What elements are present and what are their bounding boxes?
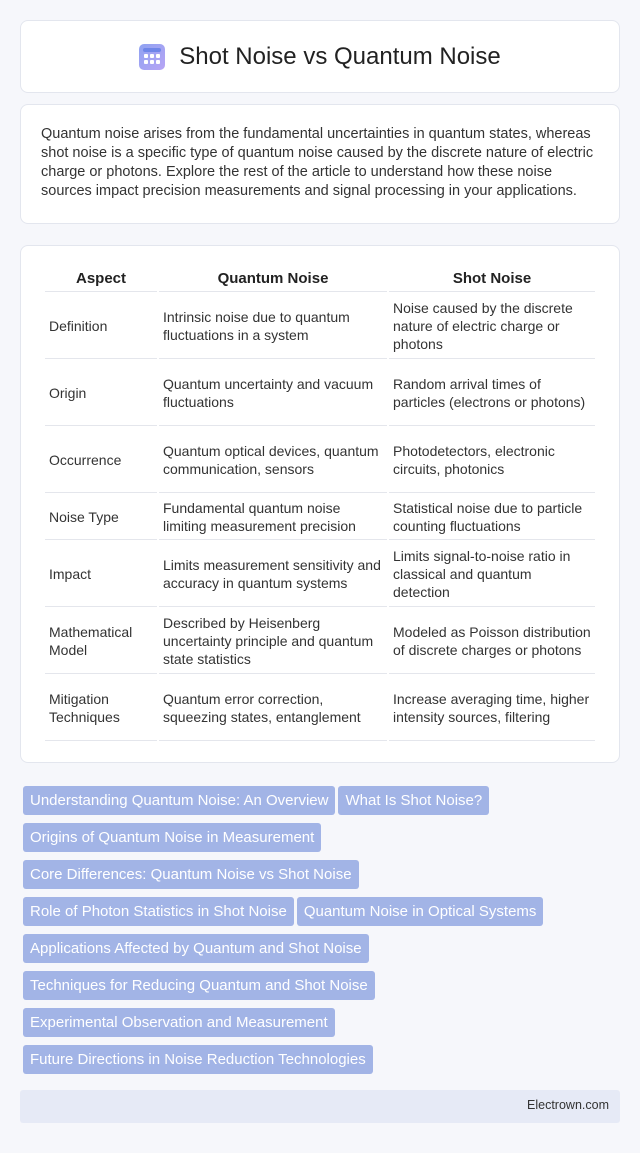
table-row — [45, 609, 595, 674]
cell-quantum-noise: Quantum optical devices, quantum communication, sensors — [159, 428, 387, 493]
table-header-row — [45, 268, 595, 292]
cell-aspect: Occurrence — [45, 428, 157, 493]
cell-aspect: Mitigation Techniques — [45, 676, 157, 741]
cell-aspect: Noise Type — [45, 495, 157, 540]
table-row — [45, 495, 595, 540]
intro-text: Quantum noise arises from the fundamental uncertainties in quantum states, whereas shot noise is a specific type of quantum noise caused by the discrete nature of electric charge or photons. Explore the rest of the article to understand how these noise sources impact precision measurements and signal processing in your applications. — [41, 126, 594, 199]
footer — [20, 1090, 620, 1123]
intro-card — [20, 104, 620, 224]
link-tag[interactable]: Role of Photon Statistics in Shot Noise — [23, 897, 294, 926]
link-tag[interactable]: Understanding Quantum Noise: An Overview — [23, 786, 335, 815]
cell-shot-noise: Limits signal-to-noise ratio in classical and quantum detection — [389, 542, 595, 607]
link-tag[interactable]: Future Directions in Noise Reduction Technologies — [23, 1045, 373, 1074]
cell-quantum-noise: Limits measurement sensitivity and accuracy in quantum systems — [159, 542, 387, 607]
header-quantum-noise: Quantum Noise — [159, 268, 387, 292]
link-tag[interactable]: What Is Shot Noise? — [338, 786, 489, 815]
table-row — [45, 428, 595, 493]
link-tag[interactable]: Core Differences: Quantum Noise vs Shot Noise — [23, 860, 359, 889]
header-shot-noise: Shot Noise — [389, 268, 595, 292]
link-tag[interactable]: Quantum Noise in Optical Systems — [297, 897, 544, 926]
cell-aspect: Mathematical Model — [45, 609, 157, 674]
table-row — [45, 294, 595, 359]
title-card — [20, 20, 620, 93]
cell-shot-noise: Increase averaging time, higher intensity sources, filtering — [389, 676, 595, 741]
cell-shot-noise: Modeled as Poisson distribution of discrete charges or photons — [389, 609, 595, 674]
calculator-icon — [139, 44, 165, 70]
header-aspect: Aspect — [45, 268, 157, 292]
cell-quantum-noise: Fundamental quantum noise limiting measurement precision — [159, 495, 387, 540]
link-tag[interactable]: Techniques for Reducing Quantum and Shot Noise — [23, 971, 375, 1000]
cell-quantum-noise: Quantum uncertainty and vacuum fluctuations — [159, 361, 387, 426]
cell-shot-noise: Photodetectors, electronic circuits, photonics — [389, 428, 595, 493]
cell-quantum-noise: Described by Heisenberg uncertainty principle and quantum state statistics — [159, 609, 387, 674]
comparison-table-card — [20, 245, 620, 763]
cell-aspect: Origin — [45, 361, 157, 426]
page-title: Shot Noise vs Quantum Noise — [179, 42, 501, 70]
cell-shot-noise: Noise caused by the discrete nature of electric charge or photons — [389, 294, 595, 359]
cell-aspect: Definition — [45, 294, 157, 359]
cell-quantum-noise: Quantum error correction, squeezing states, entanglement — [159, 676, 387, 741]
link-tag[interactable]: Experimental Observation and Measurement — [23, 1008, 335, 1037]
cell-quantum-noise: Intrinsic noise due to quantum fluctuations in a system — [159, 294, 387, 359]
footer-brand[interactable]: Electrown.com — [527, 1098, 609, 1112]
link-tag[interactable]: Applications Affected by Quantum and Shot Noise — [23, 934, 369, 963]
comparison-table — [43, 266, 597, 743]
table-row — [45, 361, 595, 426]
link-tag[interactable]: Origins of Quantum Noise in Measurement — [23, 823, 321, 852]
cell-shot-noise: Statistical noise due to particle counting fluctuations — [389, 495, 595, 540]
related-links — [23, 786, 617, 1082]
cell-aspect: Impact — [45, 542, 157, 607]
cell-shot-noise: Random arrival times of particles (electrons or photons) — [389, 361, 595, 426]
table-row — [45, 676, 595, 741]
table-row — [45, 542, 595, 607]
